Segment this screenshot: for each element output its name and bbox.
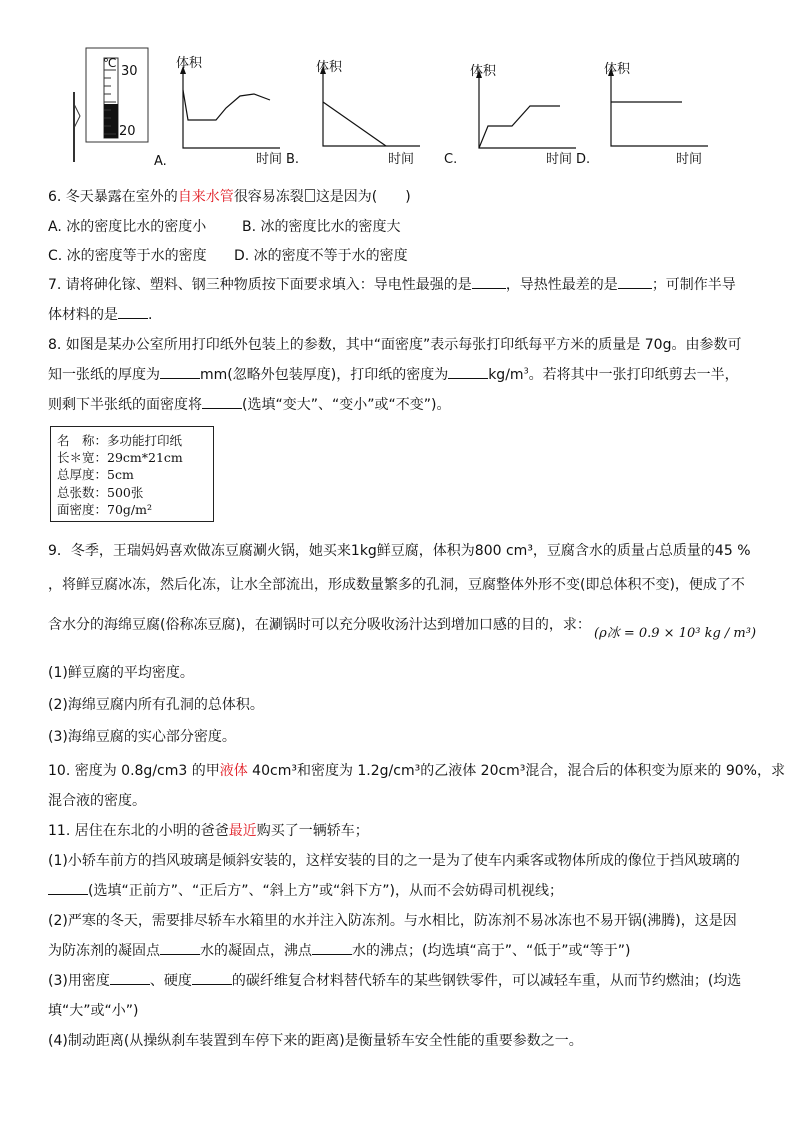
q6-stem	[48, 186, 411, 206]
q9-line-3: 含水分的海绵豆腐(俗称冻豆腐)，在涮锅时可以充分吸收汤汁达到增加口感的目的，求：	[48, 617, 591, 633]
q7-text-5: .	[148, 307, 153, 323]
q6-stem-red: 自来水管	[177, 189, 234, 205]
graph-b-y-label: 体积	[316, 60, 343, 75]
spec-size: 长＊宽：29cm*21cm	[57, 450, 183, 466]
answer-blank[interactable]	[48, 880, 88, 895]
answer-blank[interactable]	[160, 364, 200, 379]
q6-stem-pre: 6. 冬天暴露在室外的	[48, 189, 178, 205]
q8-line-3	[48, 394, 450, 414]
q10-line-2: 混合液的密度。	[48, 793, 146, 809]
q11-part-2b	[48, 940, 630, 960]
q9-sub-1: (1)鲜豆腐的平均密度。	[48, 665, 194, 681]
answer-blank[interactable]	[192, 970, 232, 985]
q11-part-3	[48, 970, 741, 990]
spec-count: 总张数：500张	[57, 484, 144, 500]
q8-text-5: 则剩下半张纸的面密度将	[48, 397, 202, 413]
graph-a-y-label: 体积	[176, 56, 203, 71]
q10-text-1: 10. 密度为 0.8g/cm3 的甲	[48, 763, 220, 779]
q10-line-1	[48, 760, 785, 780]
q6-stem-post: 很容易冻裂	[233, 189, 304, 205]
q9-line-1: 9．冬季，王瑞妈妈喜欢做冻豆腐涮火锅，她买来1kg鲜豆腐，体积为800 cm³，豆腐含水的质量占总质量的45 %	[48, 543, 751, 559]
answer-blank[interactable]	[448, 364, 488, 379]
q11-part-2: (2)严寒的冬天，需要排尽轿车水箱里的水并注入防冻剂。与水相比，防冻剂不易冰冻也不易开锅(沸腾)，这是因	[48, 913, 737, 929]
answer-blank[interactable]	[202, 394, 242, 409]
graph-d-y-label: 体积	[604, 62, 631, 77]
q8-line-1: 8. 如图是某办公室所用打印纸外包装上的参数，其中“面密度”表示每张打印纸每平方米的质量是 70g。由参数可	[48, 337, 742, 353]
q8-line-2	[48, 364, 739, 384]
q8-text-1: 知一张纸的厚度为	[48, 367, 160, 383]
q11-part-1: (1)小轿车前方的挡风玻璃是倾斜安装的，这样安装的目的之一是为了使车内乘客或物体所成的像位于挡风玻璃的	[48, 853, 740, 869]
q11-text-2: 购买了一辆轿车；	[256, 823, 369, 839]
graph-c-x-label: 时间	[546, 152, 573, 167]
thermometer-bottom-value: 20	[119, 124, 136, 139]
q11-text-7: (3)用密度	[48, 973, 110, 989]
option-a-label: A.	[154, 154, 167, 169]
q11-part-3b: 填“大”或“小”)	[48, 1003, 139, 1019]
answer-blank[interactable]	[110, 970, 150, 985]
q11-part-1b	[48, 880, 563, 900]
graph-a-x-label: 时间	[256, 152, 283, 167]
q6-option-a: A. 冰的密度比水的密度小	[48, 219, 207, 235]
q11-text-4: 为防冻剂的凝固点	[48, 943, 160, 959]
thermometer-unit: ℃	[103, 56, 117, 70]
q7-line-1	[48, 274, 736, 294]
q6-option-b: B. 冰的密度比水的密度大	[242, 219, 401, 235]
answer-blank[interactable]	[312, 940, 352, 955]
q8-unit-sup: 3	[523, 366, 529, 376]
graph-b-x-label: 时间	[388, 152, 415, 167]
missing-glyph-box	[305, 189, 315, 202]
q11-text-1: 11. 居住在东北的小明的爸爸	[48, 823, 229, 839]
thermometer-top-value: 30	[121, 64, 138, 79]
q9-formula: (ρ冰 = 0.9 × 10³ kg / m³)	[594, 626, 757, 641]
q6-stem-tail: 这是因为( )	[315, 189, 411, 205]
q8-text-4: 。若将其中一张打印纸剪去一半，	[528, 367, 739, 383]
graph-d-x-label: 时间	[676, 152, 703, 167]
option-b-label: B.	[286, 152, 300, 167]
q8-text-2: mm(忽略外包装厚度)，打印纸的密度为	[200, 367, 449, 383]
graph-c-y-label: 体积	[470, 64, 497, 79]
spec-density: 面密度：70g/m²	[57, 501, 152, 517]
q7-text-1: 7. 请将砷化镓、塑料、钢三种物质按下面要求填入：导电性最强的是	[48, 277, 472, 293]
q7-line-2	[48, 304, 152, 324]
q7-text-3: ；可制作半导	[651, 277, 736, 293]
q11-text-3: (选填“正前方”、“正后方”、“斜上方”或“斜下方”)，从而不会妨碍司机视线；	[88, 883, 563, 899]
q6-option-c: C. 冰的密度等于水的密度	[48, 248, 207, 264]
q7-text-4: 体材料的是	[48, 307, 118, 323]
answer-blank[interactable]	[472, 274, 506, 289]
q6-option-d: D. 冰的密度不等于水的密度	[234, 248, 408, 264]
q11-text-8: 、硬度	[149, 973, 192, 989]
option-d-label: D.	[576, 152, 591, 167]
answer-blank[interactable]	[118, 304, 148, 319]
option-c-label: C.	[444, 152, 458, 167]
q11-text-9: 的碳纤维复合材料替代轿车的某些钢铁零件，可以减轻车重，从而节约燃油；(均选	[231, 973, 742, 989]
q11-line-1	[48, 820, 369, 840]
spec-name: 名 称：多功能打印纸	[57, 433, 183, 448]
q7-text-2: ，导热性最差的是	[505, 277, 618, 293]
q11-text-6: 水的沸点；(均选填“高于”、“低于”或“等于”)	[352, 943, 631, 959]
q9-sub-3: (3)海绵豆腐的实心部分密度。	[48, 729, 236, 745]
spec-thickness: 总厚度：5cm	[57, 467, 134, 483]
paper-spec-box	[50, 426, 214, 522]
q11-text-5: 水的凝固点，沸点	[200, 943, 312, 959]
q10-text-2: 40cm³和密度为 1.2g/cm³的乙液体 20cm³混合，混合后的体积变为原来的 90%，求	[247, 763, 785, 779]
q8-text-3: kg/m	[488, 367, 524, 383]
q11-text-red: 最近	[228, 823, 257, 839]
q11-part-4: (4)制动距离(从操纵刹车装置到车停下来的距离)是衡量轿车安全性能的重要参数之一。	[48, 1033, 583, 1049]
answer-blank[interactable]	[160, 940, 200, 955]
q9-line-2: ，将鲜豆腐冰冻，然后化冻，让水全部流出，形成数量繁多的孔洞，豆腐整体外形不变(即总体积不变)，便成了不	[48, 577, 745, 593]
q10-text-red: 液体	[219, 763, 248, 779]
q8-text-6: (选填“变大”、“变小”或“不变”)。	[242, 397, 451, 413]
answer-blank[interactable]	[618, 274, 652, 289]
q9-sub-2: (2)海绵豆腐内所有孔洞的总体积。	[48, 697, 264, 713]
